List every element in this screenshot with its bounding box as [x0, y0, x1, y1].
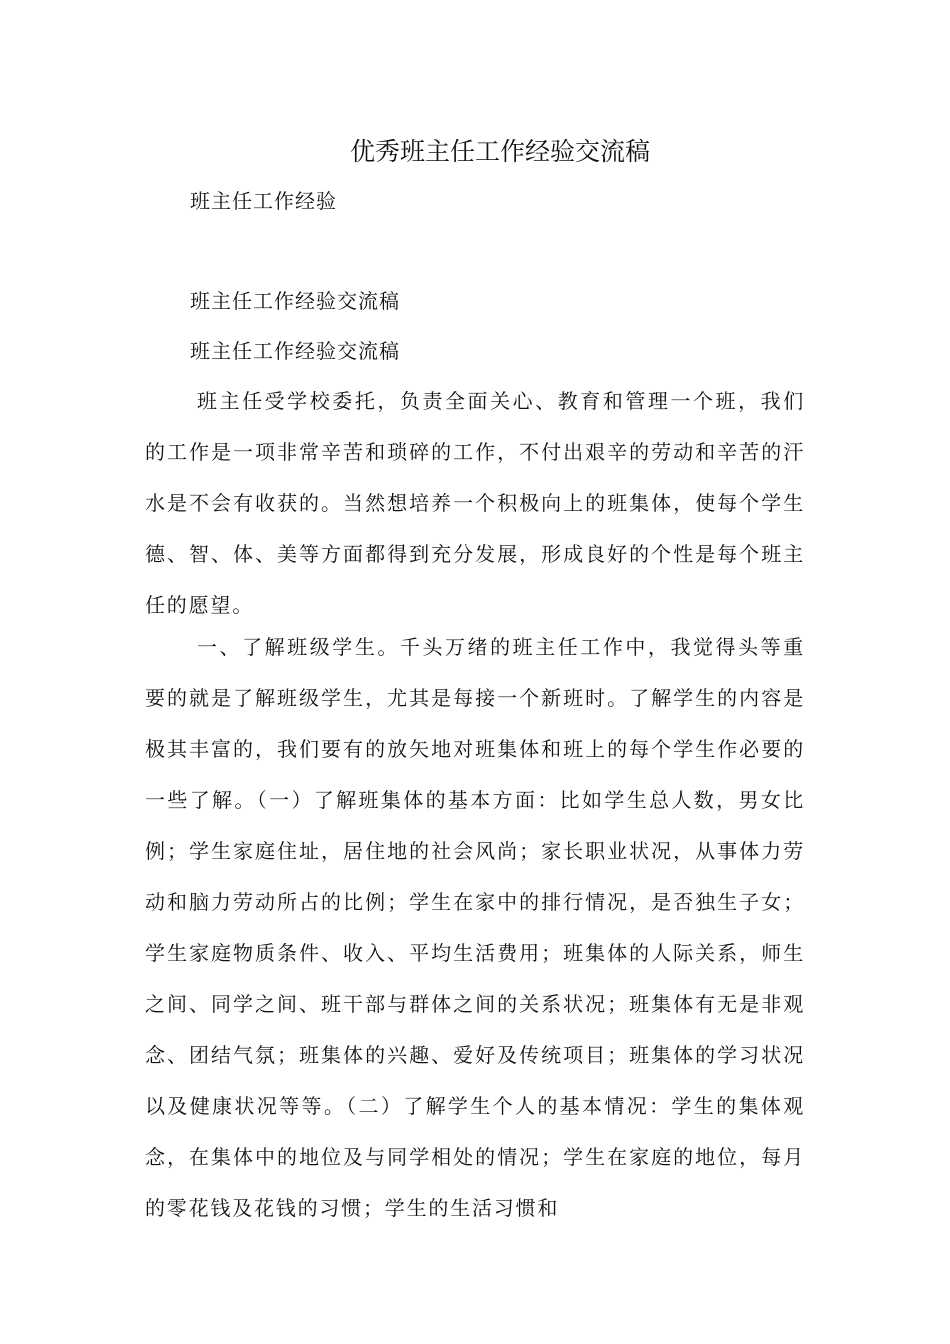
- section-heading-experience: 班主任工作经验: [190, 189, 337, 213]
- section-heading-exchange-2: 班主任工作经验交流稿: [190, 339, 400, 363]
- body-paragraph-intro: 班主任受学校委托，负责全面关心、教育和管理一个班，我们的工作是一项非常辛苦和琐碎的工作，不付出艰辛的劳动和辛苦的汗水是不会有收获的。当然想培养一个积极向上的班集体，使每个学生德、智、体、美等方面都得到充分发展，形成良好的个性是每个班主任的愿望。: [145, 389, 805, 617]
- section-heading-exchange-1: 班主任工作经验交流稿: [190, 289, 400, 313]
- document-title: 优秀班主任工作经验交流稿: [349, 137, 650, 166]
- body-paragraph-understand-students: 一、了解班级学生。千头万绪的班主任工作中，我觉得头等重要的就是了解班级学生，尤其是每接一个新班时。了解学生的内容是极其丰富的，我们要有的放矢地对班集体和班上的每个学生作必要的一些了解。（一）了解班集体的基本方面：比如学生总人数，男女比例；学生家庭住址，居住地的社会风尚；家长职业状况，从事体力劳动和脑力劳动所占的比例；学生在家中的排行情况，是否独生子女；学生家庭物质条件、收入、平均生活费用；班集体的人际关系，师生之间、同学之间、班干部与群体之间的关系状况；班集体有无是非观念、团结气氛；班集体的兴趣、爱好及传统项目；班集体的学习状况以及健康状况等等。（二）了解学生个人的基本情况：学生的集体观念，在集体中的地位及与同学相处的情况；学生在家庭的地位，每月的零花钱及花钱的习惯；学生的生活习惯和: [145, 635, 805, 1220]
